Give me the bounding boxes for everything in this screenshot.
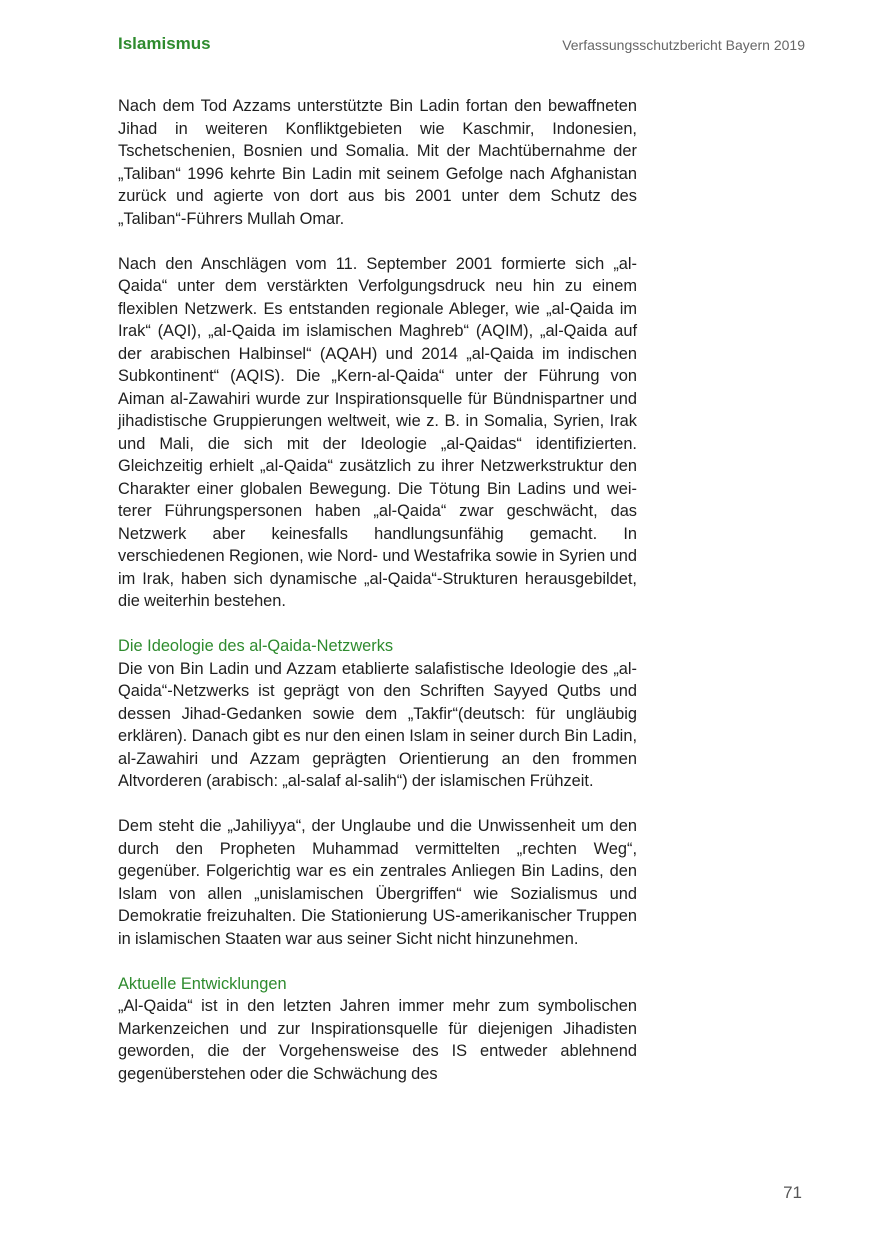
paragraph: Nach dem Tod Azzams unterstützte Bin Ladin fortan den bewaffneten Jihad in weiteren Konfliktgebieten wie Kaschmir, Indonesien, Tschetschenien, Bosnien und Somalia. Mit der Machtübernahme der „Taliban“ 1996 kehrte Bin Ladin mit seinem Gefolge nach Afghanistan zurück und agierte von dort aus bis 2001 unter dem Schutz des „Taliban“-Führers Mullah Omar. [118,97,637,228]
subheading: Aktuelle Entwicklungen [118,974,287,993]
paragraph: Nach den Anschlägen vom 11. September 2001 formierte sich „al-Qaida“ unter dem verstärkten Verfolgungsdruck neu hin zu einem flexiblen Netzwerk. Es entstanden regionale Ableger, wie „al-Qaida im Irak“ (AQI), „al-Qaida im islamischen Maghreb“ (AQIM), „al-Qaida auf der arabischen Halbinsel“ (AQAH) und 2014 „al-Qaida im indischen Subkontinent“ (AQIS). Die „Kern-al-Qaida“ unter der Führung von Aiman al-Zawahiri wurde zur Inspirationsquelle für Bündnispartner und jihadistische Gruppierungen weltweit, wie z. B. in Somalia, Syrien, Irak und Mali, die sich mit der Ideologie „al-Qaidas“ identifizierten. Gleichzeitig erhielt „al-Qaida“ zusätzlich zu ihrer Netzwerkstruktur den Charakter einer globalen Bewegung. Die Tötung Bin Ladins und weiterer Führungspersonen haben „al-Qaida“ zwar geschwächt, das Netzwerk aber keinesfalls handlungsunfähig gemacht. In verschiedenen Regionen, wie Nord- und Westafrika sowie in Syrien und im Irak, haben sich dynamische „al-Qaida“-Strukturen herausgebildet, die weiterhin bestehen. [118,254,637,610]
paragraph-spacer [118,613,637,636]
subheading: Die Ideologie des al-Qaida-Netzwerks [118,637,394,655]
paragraph: „Al-Qaida“ ist in den letzten Jahren immer mehr zum symbolischen Markenzeichen und zur Inspirationsquelle für diejenigen Jihadisten geworden, die der Vorgehensweise des IS entweder ablehnend gegenüberstehen oder die Schwächung des [118,997,637,1083]
publication-title: Verfassungsschutzbericht Bayern 2019 [562,37,805,53]
page-number: 71 [783,1183,802,1202]
paragraph-spacer [118,950,637,973]
paragraph: Die von Bin Ladin und Azzam etablierte salafistische Ideologie des „al-Qaida“-Netzwerks ist geprägt von den Schriften Sayyed Qutbs und dessen Jihad-Gedanken sowie dem „Takfir“(deutsch: für ungläubig erklären). Danach gibt es nur den einen Islam in seiner durch Bin Ladin, al-Zawahiri und Azzam geprägten Orientierung an den frommen Altvorderen (arabisch: „al-salaf al-salih“) der islamischen Frühzeit. [118,659,637,790]
paragraph-spacer [118,230,637,253]
body-text [118,95,637,1085]
section-title: Islamismus [118,34,211,53]
paragraph-spacer [118,793,637,816]
paragraph: Dem steht die „Jahiliyya“, der Unglaube und die Unwissenheit um den durch den Propheten Muhammad vermittelten „rechten Weg“, gegenüber. Folgerichtig war es ein zentrales Anliegen Bin Ladins, den Islam von allen „unislamischen Übergriffen“ wie Sozialismus und Demokratie freizuhalten. Die Stationierung US-amerikanischer Truppen in islamischen Staaten war aus seiner Sicht nicht hinzunehmen. [118,817,637,948]
